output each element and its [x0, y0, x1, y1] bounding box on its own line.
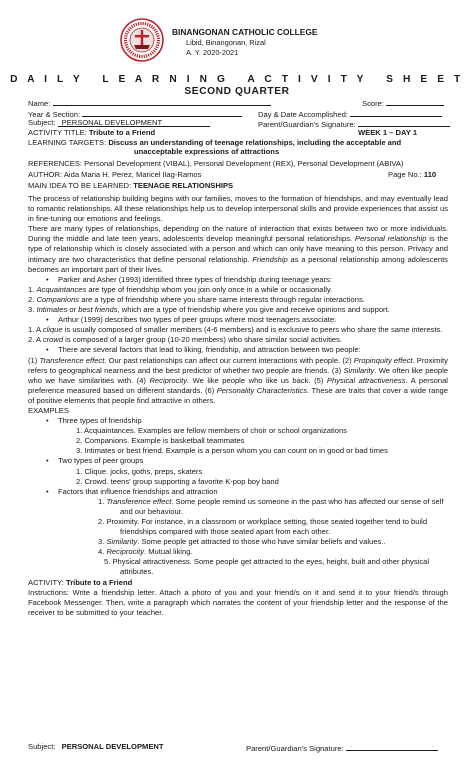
peer-group-2-pre: 2. A — [28, 335, 43, 345]
school-name: BINANGONAN CATHOLIC COLLEGE — [172, 27, 318, 37]
factors-paragraph: (1) Transference effect. Our past relationships can affect our current interactions with people. (2) Propinquity effect. Proximity refers to geographical nearness and the best predictor of whether two people are friends. (3) Similarity. We often like people who we have similarities with. (4) Reciprocity. We like people who like us back. (5) Physical attractiveness. A personal preference measured based on different standards. (6) Personality Characteristics. These are traits that cover a wide range of positive elements that people find attractive in others. — [28, 355, 449, 405]
example-transference-text: . Some people remind us someone in the past who has affected our sense of self — [171, 496, 444, 506]
example-factors: • Factors that influence friendships and attraction — [28, 487, 448, 497]
friendship-type-1: 1. Acquaintances are type of friendship whom you join only once in a while or occasionally. — [28, 284, 333, 294]
main-idea — [28, 181, 233, 191]
paragraph-2b-text: is the type of relationship which is closely associated with a person and which can only have meaning to this person. Privacy and intimacy are two characteristics that define personal relationship. — [28, 234, 448, 264]
main-idea-value: TEENAGE RELATIONSHIPS — [133, 181, 234, 190]
activity-instructions: Instructions: Write a friendship letter. Attach a photo of you and your friend/s on it and send it to your friend/s through Facebook Messenger. Then, write a paragraph which narrates the content of your friendship letter and the response of the receiver to be submitted to your teacher. — [28, 587, 448, 617]
term-personality: Personality Characteristics — [216, 385, 308, 395]
paragraph-2 — [28, 224, 448, 274]
term-physical-attractiveness: Physical attractiveness — [326, 375, 406, 385]
footer-signature-label: Parent/Guardian's Signature: — [246, 744, 344, 753]
example-clique: 1. Clique. jocks, goths, preps, skaters — [76, 466, 203, 476]
year-section-label: Year & Section: — [28, 110, 81, 119]
signature-label: Parent/Guardian's Signature: — [258, 120, 356, 129]
term-clique: clique — [42, 325, 63, 335]
day-date-label: Day & Date Accomplished: — [258, 110, 348, 119]
factor-3-text: . We often like people who we have similarities with. (4) — [28, 365, 449, 385]
footer-subject-value: PERSONAL DEVELOPMENT — [61, 742, 164, 751]
term-crowd: crowd — [42, 335, 64, 345]
quarter-title: SECOND QUARTER — [184, 86, 290, 97]
example-transference: 1. Transference effect. Some people remind us someone in the past who has affected our sense of self — [98, 496, 444, 506]
example-transference-term: Transference effect — [106, 496, 172, 506]
peer-group-1 — [28, 325, 448, 335]
school-address: Libid, Binangonan, Rizal — [186, 38, 266, 48]
activity-label: ACTIVITY: — [28, 577, 64, 587]
week-day-value: WEEK 1 – DAY 1 — [358, 128, 418, 137]
name-field[interactable] — [53, 97, 271, 106]
friendship-type-2: 2. Companions are a type of friendship where you share same interests through regular interactions. — [28, 294, 365, 304]
lesson-body — [28, 194, 448, 618]
bullet-arthur: • Arthur (1999) describes two types of peer groups where most teenagers associate: — [28, 315, 448, 325]
targets-label: LEARNING TARGETS: — [28, 138, 107, 147]
term-reciprocity: Reciprocity — [149, 375, 188, 385]
main-idea-label: MAIN IDEA TO BE LEARNED: — [28, 181, 132, 190]
school-year: A. Y. 2020-2021 — [186, 48, 239, 58]
targets-value-2: unacceptable expressions of attractions — [134, 147, 280, 156]
example-reciprocity-term: Reciprocity — [106, 547, 145, 557]
friendship-type-3-or: or — [67, 305, 79, 315]
year-section-field[interactable] — [82, 108, 242, 117]
footer-subject-label: Subject: — [28, 742, 56, 751]
signature-field[interactable] — [358, 118, 450, 127]
school-seal-logo — [120, 18, 164, 62]
peer-group-2 — [28, 335, 448, 345]
footer-signature — [246, 742, 438, 754]
example-similarity: 3. Similarity. Some people get attracted to those who have similar beliefs and values.. — [98, 537, 386, 547]
subject-value: PERSONAL DEVELOPMENT — [61, 118, 163, 127]
page-label: Page No.: — [388, 170, 422, 179]
term-similarity: Similarity — [343, 365, 375, 375]
footer-subject — [28, 742, 164, 752]
factor-6-text: . These are traits that cover a wide range of positive elements that people find attractive in others. — [28, 385, 448, 405]
example-similarity-text: . Some people get attracted to those who have similar beliefs and values.. — [137, 537, 386, 547]
score-label: Score: — [362, 99, 384, 108]
term-propinquity: Propinquity effect — [353, 355, 413, 365]
friendship-type-3: 3. Intimates or best friends, which are a type of friendship where you give and receive opinions and support. — [28, 305, 390, 315]
factor-5-text: . A personal preference measured based on different standards. (6) — [28, 375, 448, 395]
subject-field — [58, 118, 210, 127]
paragraph-2c-text: as a personal relationship among adolescents becomes an important part of their lives. — [28, 254, 448, 274]
example-proximity-cont: friendships compared with those seated apart from each other. — [120, 527, 331, 537]
activity-title-label: ACTIVITY TITLE: — [28, 128, 87, 137]
term-friendship: Friendship — [252, 254, 288, 264]
example-acquaintances: 1. Acquaintances. Examples are fellow members of choir or school organizations — [76, 426, 347, 436]
name-label: Name: — [28, 99, 51, 108]
footer-signature-field[interactable] — [346, 742, 438, 751]
day-date-field[interactable] — [350, 108, 442, 117]
signature-row — [258, 118, 450, 130]
friendship-type-1-text: are type of friendship whom you join only once in a while or occasionally. — [86, 284, 333, 294]
term-companions: Companions — [36, 294, 80, 304]
subject-label: Subject: — [28, 118, 56, 127]
example-reciprocity: 4. Reciprocity. Mutual liking. — [98, 547, 193, 557]
example-crowd: 2. Crowd. teens' group supporting a favorite K-pop boy band — [76, 476, 279, 486]
term-intimates: Intimates — [36, 305, 68, 315]
term-personal-relationship: Personal relationship — [354, 234, 427, 244]
factor-1-text: . Our past relationships can affect our current interactions with people. (2) — [104, 355, 354, 365]
week-day — [358, 128, 417, 138]
references: REFERENCES: Personal Development (VIBAL), Personal Development (REX), Personal Development (ABIVA) — [28, 159, 404, 168]
page-value: 110 — [423, 170, 437, 179]
example-physical-cont: attributes. — [120, 567, 154, 577]
example-reciprocity-text: . Mutual liking. — [144, 547, 193, 557]
peer-group-2-text: is composed of a larger group (10-20 members) who share similar social activities. — [63, 335, 343, 345]
term-acquaintances: Acquaintances — [36, 284, 87, 294]
activity-title: Tribute to a Friend — [66, 577, 133, 587]
bullet-parker-asher: • Parker and Asher (1993) identified three types of friendship during teenage years: — [28, 275, 448, 285]
paragraph-1: The process of relationship building begins with our families, moves to the formation of friendships, and may eventually lead to romantic relationships. All these relationships help us to develop interpersonal skills and provide experiences that assist us in fine-tuning our emotions and feelings. — [28, 194, 448, 224]
example-peer-groups: • Two types of peer groups — [28, 456, 448, 466]
subject-row — [28, 118, 210, 128]
factor-3-pre: (3) — [331, 365, 344, 375]
example-similarity-term: Similarity — [106, 537, 138, 547]
activity-title-value: Tribute to a Friend — [88, 128, 156, 137]
targets-value: Discuss an understanding of teenage relationships, including the acceptable and — [108, 138, 402, 147]
example-companions: 2. Companions. Example is basketball teammates — [76, 436, 245, 446]
example-intimates: 3. Intimates or best friend. Example is a person whom you can count on in good or bad times — [76, 446, 388, 456]
term-transference: Transference effect — [39, 355, 105, 365]
term-best-friends: best friends — [78, 305, 118, 315]
bullet-factors: • There are several factors that lead to liking, friendship, and attraction between two people: — [28, 345, 448, 355]
school-header — [172, 27, 317, 58]
activity-heading — [28, 578, 448, 588]
peer-group-1-text: is usually composed of smaller members (4-6 members) and is exclusive to peers who share the same interests. — [62, 325, 443, 335]
example-physical: 5. Physical attractiveness. Some people get attracted to the eyes, height, built and other physical — [104, 557, 430, 567]
examples-heading: EXAMPLES — [28, 405, 69, 415]
activity-title-row — [28, 128, 155, 138]
example-transference-cont: and our behaviour. — [120, 506, 183, 516]
example-proximity: 2. Proximity. For instance, in a classroom or workplace setting, those seated together tend to build — [98, 517, 428, 526]
author: AUTHOR: Aida Maria H. Perez, Maricel Ilag-Ramos — [28, 170, 202, 179]
friendship-type-2-text: are a type of friendship where you share same interests through regular interactions. — [79, 294, 365, 304]
paragraph-2-text: There are many types of relationships, depending on the nature of interaction that exists between two or more individuals. During the middle and late teen years, adolescents develop meaningful personal relationships. — [28, 224, 448, 244]
page-number — [388, 170, 436, 180]
peer-group-1-pre: 1. A — [28, 325, 43, 335]
factor-4-text: . We like people who like us back. (5) — [187, 375, 327, 385]
learning-targets-cont — [134, 147, 279, 157]
factor-2-text: . Proximity refers to geographical nearness and the best predictor of whether two people are friends. — [28, 355, 448, 375]
friendship-type-3-text: , which are a type of friendship where you give and receive opinions and support. — [117, 305, 390, 315]
example-types-friendship: • Three types of friendship — [28, 416, 448, 426]
score-field[interactable] — [386, 97, 444, 106]
sheet-title: D A I L Y L E A R N I N G A C T I V I T Y S H E E T — [10, 74, 464, 85]
